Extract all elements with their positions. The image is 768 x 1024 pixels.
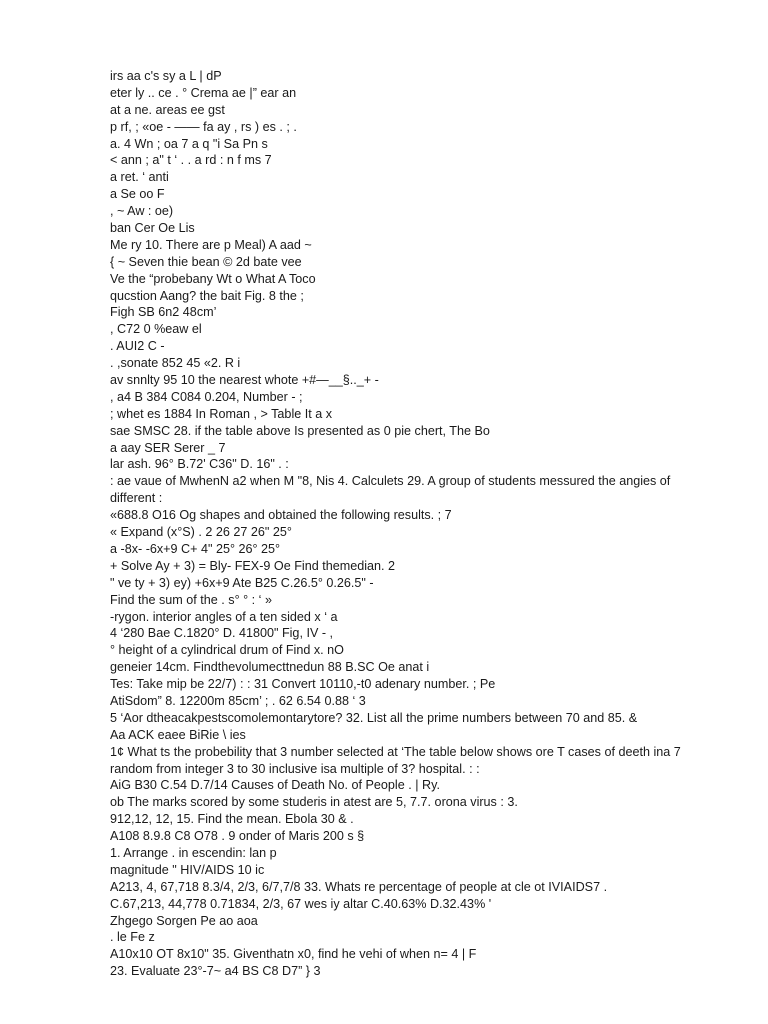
text-line: Tes: Take mip be 22/7) : : 31 Convert 10110,-t0 adenary number. ; Pe xyxy=(110,677,496,692)
text-line: -rygon. interior angles of a ten sided x ‘ a xyxy=(110,609,338,624)
text-line: 1¢ What ts the probebility that 3 number selected at ‘The table below shows ore T cases of deeth ina 7 xyxy=(110,744,681,759)
text-line: a aay SER Serer _ 7 xyxy=(110,440,226,455)
text-line: Figh SB 6n2 48cm’ xyxy=(110,305,217,320)
text-line: Find the sum of the . s° ° : ‘ » xyxy=(110,592,272,607)
text-line: : ae vaue of MwhenN a2 when M "8, Nis 4. Calculets 29. A group of students messured the angies of xyxy=(110,474,671,489)
text-line: . AUI2 C - xyxy=(110,339,165,354)
text-line: AiG B30 C.54 D.7/14 Causes of Death No. of People . | Ry. xyxy=(110,778,440,793)
text-line: ; whet es 1884 In Roman , > Table It a x xyxy=(110,406,333,421)
text-line: . ,sonate 852 45 «2. R i xyxy=(110,356,241,371)
text-line: A213, 4, 67,718 8.3/4, 2/3, 6/7,7/8 33. Whats re percentage of people at cle ot IVIAIDS7 . xyxy=(110,879,608,894)
text-line: < ann ; a" t ‘ . . a rd : n f ms 7 xyxy=(110,153,272,168)
text-line: , ~ Aw : oe) xyxy=(110,204,174,219)
text-line: , a4 B 384 C084 0.204, Number - ; xyxy=(110,389,303,404)
text-line: « Expand (x°S) . 2 26 27 26" 25° xyxy=(110,525,292,540)
text-line: Zhgego Sorgen Pe ao aoa xyxy=(110,913,258,928)
text-line: " ve ty + 3) ey) +6x+9 Ate B25 C.26.5° 0.26.5" - xyxy=(110,575,374,590)
text-line: magnitude " HIV/AIDS 10 ic xyxy=(110,862,265,877)
text-line: 912,12, 12, 15. Find the mean. Ebola 30 & . xyxy=(110,812,354,827)
text-line: AtiSdom” 8. 12200m 85cm’ ; . 62 6.54 0.88 ‘ 3 xyxy=(110,693,366,708)
text-line: 4 ‘280 Bae C.1820° D. 41800" Fig, IV - , xyxy=(110,626,334,641)
text-line: A108 8.9.8 C8 O78 . 9 onder of Maris 200 s § xyxy=(110,829,365,844)
text-line: geneier 14cm. Findthevolumecttnedun 88 B.SC Oe anat i xyxy=(110,660,430,675)
text-line: 5 ‘Aor dtheacakpestscomolemontarytore? 32. List all the prime numbers between 70 and 85. & xyxy=(110,710,638,725)
text-line: a Se oo F xyxy=(110,187,165,202)
text-line: ob The marks scored by some studeris in atest are 5, 7.7. orona virus : 3. xyxy=(110,795,518,810)
text-line: 23. Evaluate 23°-7~ a4 BS C8 D7” } 3 xyxy=(110,964,321,979)
text-line: ° height of a cylindrical drum of Find x. nO xyxy=(110,643,344,658)
text-line: + Solve Ay + 3) = Bly- FEX-9 Oe Find themedian. 2 xyxy=(110,558,396,573)
text-line: { ~ Seven thie bean © 2d bate vee xyxy=(110,254,302,269)
text-line: , C72 0 %eaw el xyxy=(110,322,202,337)
text-line: lar ash. 96° B.72' C36" D. 16" . : xyxy=(110,457,289,472)
text-line: a. 4 Wn ; oa 7 a q "i Sa Pn s xyxy=(110,136,268,151)
text-line: qucstion Aang? the bait Fig. 8 the ; xyxy=(110,288,304,303)
text-line: C.67,213, 44,778 0.71834, 2/3, 67 wes iy altar C.40.63% D.32.43% ' xyxy=(110,896,492,911)
text-line: different : xyxy=(110,491,163,506)
text-line: 1. Arrange . in escendin: lan p xyxy=(110,845,277,860)
text-line: «688.8 O16 Og shapes and obtained the following results. ; 7 xyxy=(110,508,452,523)
text-line: Aa ACK eaee BiRie \ ies xyxy=(110,727,246,742)
text-line: p rf, ; «oe - —— fa ay , rs ) es . ; . xyxy=(110,119,297,134)
ocr-text-body xyxy=(110,68,720,980)
text-line: eter ly .. ce . ° Crema ae |” ear an xyxy=(110,85,297,100)
text-line: at a ne. areas ee gst xyxy=(110,102,225,117)
text-line: sae SMSC 28. if the table above Is presented as 0 pie chert, The Bo xyxy=(110,423,490,438)
text-line: ban Cer Oe Lis xyxy=(110,221,195,236)
text-line: Ve the “probebany Wt o What A Toco xyxy=(110,271,316,286)
text-line: av snnlty 95 10 the nearest whote +#—__§.._+ - xyxy=(110,373,379,388)
text-line: a -8x- -6x+9 C+ 4" 25° 26° 25° xyxy=(110,541,281,556)
text-line: a ret. ‘ anti xyxy=(110,170,169,185)
text-line: . le Fe z xyxy=(110,930,155,945)
text-line: Me ry 10. There are p Meal) A aad ~ xyxy=(110,237,312,252)
text-line: A10x10 OT 8x10" 35. Giventhatn x0, find he vehi of when n= 4 | F xyxy=(110,947,477,962)
text-line: random from integer 3 to 30 inclusive isa multiple of 3? hospital. : : xyxy=(110,761,480,776)
text-line: irs aa c's sy a L | dP xyxy=(110,69,222,83)
